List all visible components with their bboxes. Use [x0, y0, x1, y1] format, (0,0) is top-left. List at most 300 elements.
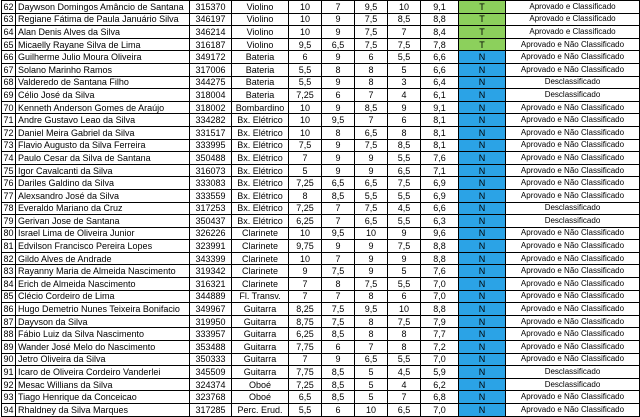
result-status-cell: Aprovado e Não Classificado	[506, 290, 640, 303]
result-code-cell: N	[459, 290, 506, 303]
score-1-cell: 5,5	[289, 76, 322, 89]
score-2-cell: 9	[322, 164, 355, 177]
final-average-cell: 9,6	[421, 227, 459, 240]
score-1-cell: 5,5	[289, 63, 322, 76]
instrument-cell: Bx. Elétrico	[232, 114, 289, 127]
registration-id-cell: 315370	[190, 1, 232, 14]
result-code-cell: N	[459, 63, 506, 76]
registration-id-cell: 324374	[190, 378, 232, 391]
row-number-cell: 64	[3, 26, 14, 37]
score-2-cell: 8,5	[322, 391, 355, 404]
result-code-cell: T	[459, 13, 506, 26]
score-2-cell: 8	[322, 126, 355, 139]
score-3-cell: 7,5	[355, 38, 388, 51]
result-status-cell: Aprovado e Não Classificado	[506, 328, 640, 341]
candidate-name-cell: Daniel Meira Gabriel da Silva	[16, 126, 190, 139]
score-2-cell: 9	[322, 152, 355, 165]
candidate-name-cell: Mesac Willians da Silva	[16, 378, 190, 391]
score-4-cell: 3	[388, 76, 421, 89]
results-table	[1, 0, 640, 417]
score-1-cell: 10	[289, 114, 322, 127]
result-status-cell: Aprovado e Não Classificado	[506, 315, 640, 328]
score-3-cell: 9	[355, 164, 388, 177]
table-row	[2, 63, 640, 76]
result-code-cell: N	[459, 404, 506, 417]
result-status-cell: Aprovado e Não Classificado	[506, 391, 640, 404]
result-status-cell: Aprovado e Não Classificado	[506, 265, 640, 278]
candidate-name-cell: Regiane Fátima de Paula Januário Silva	[16, 13, 190, 26]
table-row	[2, 215, 640, 228]
instrument-cell: Bombardino	[232, 101, 289, 114]
row-number-cell: 78	[3, 203, 14, 214]
score-4-cell: 8	[388, 328, 421, 341]
score-2-cell: 8,5	[322, 378, 355, 391]
candidate-name-cell: Paulo Cesar da Silva de Santana	[16, 152, 190, 165]
candidate-name-cell: Célio José da Silva	[16, 89, 190, 102]
score-4-cell: 5,5	[388, 215, 421, 228]
score-3-cell: 6,5	[355, 177, 388, 190]
score-4-cell: 5,5	[388, 51, 421, 64]
row-number-cell: 82	[3, 253, 14, 264]
table-row	[2, 290, 640, 303]
score-2-cell: 9	[322, 353, 355, 366]
result-code-cell: N	[459, 51, 506, 64]
registration-id-cell: 350488	[190, 152, 232, 165]
result-status-cell: Aprovado e Não Classificado	[506, 139, 640, 152]
result-status-cell: Desclassificado	[506, 378, 640, 391]
row-number-cell: 90	[3, 354, 14, 365]
score-1-cell: 9,75	[289, 240, 322, 253]
row-number-cell: 66	[3, 52, 14, 63]
registration-id-cell: 318002	[190, 101, 232, 114]
score-1-cell: 7,25	[289, 89, 322, 102]
instrument-cell: Guitarra	[232, 341, 289, 354]
registration-id-cell: 349967	[190, 303, 232, 316]
score-4-cell: 5,5	[388, 152, 421, 165]
final-average-cell: 8,1	[421, 139, 459, 152]
instrument-cell: Oboé	[232, 378, 289, 391]
candidate-name-cell: Alexsandro José da Silva	[16, 189, 190, 202]
row-number-cell: 75	[3, 165, 14, 176]
instrument-cell: Oboé	[232, 391, 289, 404]
registration-id-cell: 346214	[190, 26, 232, 39]
candidate-name-cell: Rhaldney da Silva Marques	[16, 404, 190, 417]
result-status-cell: Aprovado e Não Classificado	[506, 189, 640, 202]
score-1-cell: 10	[289, 1, 322, 14]
instrument-cell: Clarinete	[232, 265, 289, 278]
score-4-cell: 8,5	[388, 13, 421, 26]
row-number-cell: 92	[3, 379, 14, 390]
table-row	[2, 1, 640, 14]
candidate-name-cell: Icaro de Oliveira Cordeiro Vanderlei	[16, 366, 190, 379]
registration-id-cell: 326226	[190, 227, 232, 240]
result-code-cell: T	[459, 1, 506, 14]
score-2-cell: 9,5	[322, 114, 355, 127]
registration-id-cell: 345509	[190, 366, 232, 379]
registration-id-cell: 344275	[190, 76, 232, 89]
registration-id-cell: 344889	[190, 290, 232, 303]
candidate-name-cell: Dayvson da Silva	[16, 315, 190, 328]
final-average-cell: 6,9	[421, 189, 459, 202]
table-row	[2, 114, 640, 127]
registration-id-cell: 318004	[190, 89, 232, 102]
score-1-cell: 10	[289, 227, 322, 240]
score-1-cell: 10	[289, 252, 322, 265]
candidate-name-cell: Igor Cavalcanti da Silva	[16, 164, 190, 177]
score-2-cell: 8	[322, 63, 355, 76]
score-1-cell: 5	[289, 164, 322, 177]
table-row	[2, 265, 640, 278]
final-average-cell: 8,8	[421, 252, 459, 265]
instrument-cell: Bx. Elétrico	[232, 202, 289, 215]
table-row	[2, 328, 640, 341]
final-average-cell: 8,8	[421, 303, 459, 316]
registration-id-cell: 317253	[190, 202, 232, 215]
result-code-cell: N	[459, 76, 506, 89]
score-1-cell: 6,25	[289, 328, 322, 341]
score-4-cell: 4,5	[388, 366, 421, 379]
score-1-cell: 6	[289, 51, 322, 64]
score-2-cell: 6	[322, 89, 355, 102]
final-average-cell: 7,0	[421, 290, 459, 303]
score-1-cell: 7,25	[289, 378, 322, 391]
score-3-cell: 7,5	[355, 26, 388, 39]
result-status-cell: Aprovado e Não Classificado	[506, 227, 640, 240]
row-number-cell: 70	[3, 102, 14, 113]
row-number-cell: 62	[3, 1, 14, 12]
instrument-cell: Bx. Elétrico	[232, 139, 289, 152]
score-4-cell: 8	[388, 341, 421, 354]
score-2-cell: 7	[322, 252, 355, 265]
result-status-cell: Desclassificado	[506, 215, 640, 228]
instrument-cell: Guitarra	[232, 353, 289, 366]
score-2-cell: 6	[322, 341, 355, 354]
score-3-cell: 9,5	[355, 1, 388, 14]
final-average-cell: 6,2	[421, 378, 459, 391]
table-row	[2, 26, 640, 39]
score-2-cell: 8,5	[322, 189, 355, 202]
table-row	[2, 252, 640, 265]
score-4-cell: 7	[388, 391, 421, 404]
score-4-cell: 9	[388, 227, 421, 240]
row-number-cell: 81	[3, 241, 14, 252]
final-average-cell: 8,1	[421, 126, 459, 139]
score-3-cell: 8	[355, 76, 388, 89]
score-1-cell: 7	[289, 278, 322, 291]
candidate-name-cell: Daywson Domingos Amâncio de Santana	[16, 1, 190, 14]
result-status-cell: Aprovado e Não Classificado	[506, 114, 640, 127]
score-2-cell: 7	[322, 202, 355, 215]
score-3-cell: 8	[355, 290, 388, 303]
row-number-cell: 73	[3, 140, 14, 151]
result-status-cell: Aprovado e Classificado	[506, 13, 640, 26]
result-status-cell: Aprovado e Não Classificado	[506, 152, 640, 165]
result-code-cell: N	[459, 202, 506, 215]
score-4-cell: 8,5	[388, 139, 421, 152]
instrument-cell: Bateria	[232, 51, 289, 64]
instrument-cell: Bx. Elétrico	[232, 189, 289, 202]
row-number-cell: 85	[3, 291, 14, 302]
instrument-cell: Violino	[232, 1, 289, 14]
score-3-cell: 9	[355, 240, 388, 253]
registration-id-cell: 350437	[190, 215, 232, 228]
candidate-name-cell: Jetro Oliveira da Silva	[16, 353, 190, 366]
score-3-cell: 5	[355, 391, 388, 404]
score-2-cell: 7,5	[322, 315, 355, 328]
score-2-cell: 9	[322, 101, 355, 114]
score-4-cell: 10	[388, 1, 421, 14]
result-status-cell: Aprovado e Não Classificado	[506, 278, 640, 291]
candidate-name-cell: Guilherme Julio Moura Oliveira	[16, 51, 190, 64]
table-row	[2, 366, 640, 379]
instrument-cell: Violino	[232, 13, 289, 26]
row-number-cell: 67	[3, 64, 14, 75]
candidate-name-cell: Rayanny Maria de Almeida Nascimento	[16, 265, 190, 278]
score-3-cell: 8	[355, 315, 388, 328]
score-1-cell: 7,75	[289, 341, 322, 354]
result-code-cell: N	[459, 189, 506, 202]
score-3-cell: 5	[355, 378, 388, 391]
result-code-cell: N	[459, 378, 506, 391]
registration-id-cell: 349172	[190, 51, 232, 64]
score-4-cell: 6	[388, 114, 421, 127]
table-row	[2, 152, 640, 165]
table-row	[2, 51, 640, 64]
result-status-cell: Desclassificado	[506, 76, 640, 89]
candidate-name-cell: Clécio Cordeiro de Lima	[16, 290, 190, 303]
score-1-cell: 10	[289, 101, 322, 114]
score-3-cell: 8	[355, 63, 388, 76]
result-status-cell: Aprovado e Não Classificado	[506, 164, 640, 177]
score-4-cell: 7,5	[388, 315, 421, 328]
row-number-cell: 65	[3, 39, 14, 50]
final-average-cell: 6,6	[421, 202, 459, 215]
score-4-cell: 6,5	[388, 404, 421, 417]
registration-id-cell: 317006	[190, 63, 232, 76]
table-row	[2, 202, 640, 215]
result-status-cell: Aprovado e Não Classificado	[506, 51, 640, 64]
final-average-cell: 5,9	[421, 366, 459, 379]
score-2-cell: 7	[322, 290, 355, 303]
candidate-name-cell: Kenneth Anderson Gomes de Araújo	[16, 101, 190, 114]
row-number-cell: 63	[3, 14, 14, 25]
registration-id-cell: 353488	[190, 341, 232, 354]
result-code-cell: N	[459, 252, 506, 265]
result-status-cell: Aprovado e Não Classificado	[506, 353, 640, 366]
instrument-cell: Guitarra	[232, 328, 289, 341]
score-4-cell: 8	[388, 126, 421, 139]
score-1-cell: 7,25	[289, 202, 322, 215]
score-2-cell: 7,5	[322, 303, 355, 316]
registration-id-cell: 316073	[190, 164, 232, 177]
result-code-cell: N	[459, 353, 506, 366]
row-number-cell: 94	[3, 404, 14, 415]
result-code-cell: N	[459, 89, 506, 102]
result-status-cell: Desclassificado	[506, 366, 640, 379]
final-average-cell: 7,0	[421, 404, 459, 417]
result-code-cell: N	[459, 303, 506, 316]
instrument-cell: Guitarra	[232, 315, 289, 328]
score-3-cell: 9	[355, 252, 388, 265]
result-status-cell: Aprovado e Não Classificado	[506, 177, 640, 190]
score-4-cell: 7	[388, 26, 421, 39]
candidate-name-cell: Alan Denis Alves da Silva	[16, 26, 190, 39]
instrument-cell: Bx. Elétrico	[232, 177, 289, 190]
score-2-cell: 6,5	[322, 177, 355, 190]
score-3-cell: 7,5	[355, 139, 388, 152]
result-code-cell: N	[459, 139, 506, 152]
score-3-cell: 8,5	[355, 101, 388, 114]
score-4-cell: 5,5	[388, 353, 421, 366]
final-average-cell: 6,8	[421, 391, 459, 404]
registration-id-cell: 316187	[190, 38, 232, 51]
score-1-cell: 10	[289, 13, 322, 26]
score-3-cell: 7,5	[355, 278, 388, 291]
score-3-cell: 9	[355, 265, 388, 278]
result-code-cell: N	[459, 341, 506, 354]
final-average-cell: 7,1	[421, 164, 459, 177]
row-number-cell: 71	[3, 115, 14, 126]
result-status-cell: Aprovado e Classificado	[506, 1, 640, 14]
score-3-cell: 10	[355, 227, 388, 240]
instrument-cell: Bx. Elétrico	[232, 164, 289, 177]
instrument-cell: Bateria	[232, 89, 289, 102]
score-3-cell: 6,5	[355, 215, 388, 228]
table-row	[2, 126, 640, 139]
row-number-cell: 77	[3, 190, 14, 201]
table-row	[2, 278, 640, 291]
final-average-cell: 8,8	[421, 240, 459, 253]
registration-id-cell: 346197	[190, 13, 232, 26]
score-1-cell: 5,5	[289, 404, 322, 417]
score-1-cell: 8,75	[289, 315, 322, 328]
score-4-cell: 9	[388, 252, 421, 265]
final-average-cell: 8,1	[421, 114, 459, 127]
table-row	[2, 341, 640, 354]
row-number-cell: 91	[3, 367, 14, 378]
result-status-cell: Aprovado e Não Classificado	[506, 341, 640, 354]
candidate-name-cell: Flavio Augusto da Silva Ferreira	[16, 139, 190, 152]
score-2-cell: 9	[322, 13, 355, 26]
result-code-cell: N	[459, 328, 506, 341]
result-code-cell: N	[459, 391, 506, 404]
score-1-cell: 7,5	[289, 139, 322, 152]
result-status-cell: Aprovado e Não Classificado	[506, 303, 640, 316]
table-row	[2, 177, 640, 190]
instrument-cell: Clarinete	[232, 240, 289, 253]
result-status-cell: Aprovado e Não Classificado	[506, 101, 640, 114]
score-1-cell: 7	[289, 152, 322, 165]
candidate-name-cell: Solano Marinho Ramos	[16, 63, 190, 76]
instrument-cell: Bateria	[232, 76, 289, 89]
registration-id-cell: 319342	[190, 265, 232, 278]
final-average-cell: 6,6	[421, 63, 459, 76]
score-4-cell: 5	[388, 265, 421, 278]
score-3-cell: 9,5	[355, 303, 388, 316]
final-average-cell: 7,7	[421, 328, 459, 341]
result-code-cell: T	[459, 38, 506, 51]
candidate-name-cell: Hugo Demetrio Nunes Teixeira Bonifacio	[16, 303, 190, 316]
instrument-cell: Bx. Elétrico	[232, 152, 289, 165]
final-average-cell: 6,9	[421, 177, 459, 190]
score-3-cell: 8	[355, 328, 388, 341]
table-row	[2, 227, 640, 240]
score-4-cell: 5,5	[388, 189, 421, 202]
row-number-cell: 68	[3, 77, 14, 88]
result-code-cell: N	[459, 265, 506, 278]
score-3-cell: 7,5	[355, 202, 388, 215]
result-code-cell: N	[459, 126, 506, 139]
instrument-cell: Fl. Transv.	[232, 290, 289, 303]
score-1-cell: 9	[289, 265, 322, 278]
result-status-cell: Aprovado e Não Classificado	[506, 63, 640, 76]
row-number-cell: 87	[3, 316, 14, 327]
score-4-cell: 10	[388, 303, 421, 316]
result-status-cell: Desclassificado	[506, 202, 640, 215]
row-number-cell: 84	[3, 278, 14, 289]
score-1-cell: 6,25	[289, 215, 322, 228]
table-row	[2, 391, 640, 404]
result-status-cell: Aprovado e Não Classificado	[506, 252, 640, 265]
candidate-name-cell: Everaldo Mariano da Cruz	[16, 202, 190, 215]
table-row	[2, 378, 640, 391]
score-4-cell: 7,5	[388, 240, 421, 253]
score-3-cell: 6	[355, 51, 388, 64]
score-2-cell: 7	[322, 215, 355, 228]
final-average-cell: 7,6	[421, 152, 459, 165]
table-row	[2, 13, 640, 26]
candidate-name-cell: Gerivan Jose de Santana	[16, 215, 190, 228]
score-2-cell: 9	[322, 139, 355, 152]
score-3-cell: 5,5	[355, 189, 388, 202]
table-row	[2, 353, 640, 366]
score-4-cell: 5,5	[388, 278, 421, 291]
table-row	[2, 101, 640, 114]
instrument-cell: Bx. Elétrico	[232, 126, 289, 139]
instrument-cell: Bateria	[232, 63, 289, 76]
result-code-cell: N	[459, 366, 506, 379]
score-4-cell: 7,5	[388, 177, 421, 190]
score-1-cell: 10	[289, 126, 322, 139]
score-2-cell: 9	[322, 51, 355, 64]
table-row	[2, 404, 640, 417]
table-row	[2, 76, 640, 89]
result-status-cell: Aprovado e Não Classificado	[506, 404, 640, 417]
candidate-name-cell: Andre Gustavo Leao da Silva	[16, 114, 190, 127]
instrument-cell: Violino	[232, 38, 289, 51]
score-1-cell: 10	[289, 26, 322, 39]
score-3-cell: 7,5	[355, 13, 388, 26]
score-3-cell: 6,5	[355, 353, 388, 366]
table-row	[2, 240, 640, 253]
score-2-cell: 9	[322, 26, 355, 39]
final-average-cell: 7,6	[421, 265, 459, 278]
score-4-cell: 4	[388, 89, 421, 102]
result-code-cell: N	[459, 278, 506, 291]
score-1-cell: 7	[289, 353, 322, 366]
final-average-cell: 7,2	[421, 341, 459, 354]
registration-id-cell: 331517	[190, 126, 232, 139]
table-row	[2, 164, 640, 177]
score-2-cell: 8,5	[322, 328, 355, 341]
score-3-cell: 5	[355, 366, 388, 379]
row-number-cell: 86	[3, 304, 14, 315]
candidate-name-cell: Israel Lima de Oliveira Junior	[16, 227, 190, 240]
table-row	[2, 38, 640, 51]
final-average-cell: 9,1	[421, 101, 459, 114]
instrument-cell: Clarinete	[232, 278, 289, 291]
result-code-cell: N	[459, 315, 506, 328]
